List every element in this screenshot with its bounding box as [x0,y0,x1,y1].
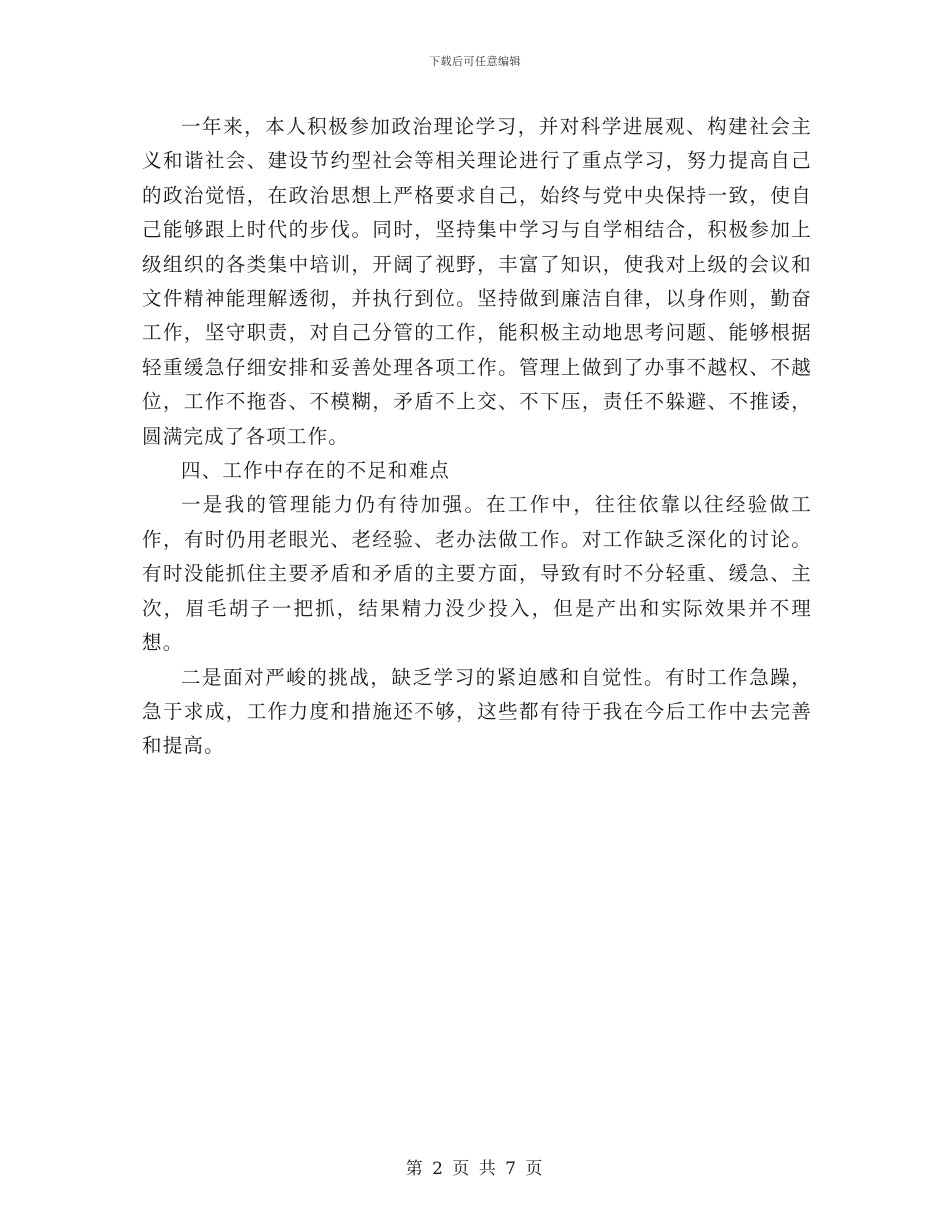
page-number: 第 2 页 共 7 页 [405,1159,545,1179]
page-header: 下载后可任意编辑 [429,55,521,68]
document-body [142,110,812,764]
paragraph-management: 一是我的管理能力仍有待加强。在工作中，往往依靠以往经验做工作，有时仍用老眼光、老经验、老办法做工作。对工作缺乏深化的讨论。有时没能抓住主要矛盾和矛盾的主要方面，导致有时不分轻重、缓急、主次，眉毛胡子一把抓，结果精力没少投入，但是产出和实际效果并不理想。 [142,493,812,655]
paragraph-study: 一年来，本人积极参加政治理论学习，并对科学进展观、构建社会主义和谐社会、建设节约型社会等相关理论进行了重点学习，努力提高自己的政治觉悟，在政治思想上严格要求自己，始终与党中央保持一致，使自己能够跟上时代的步伐。同时，坚持集中学习与自学相结合，积极参加上级组织的各类集中培训，开阔了视野，丰富了知识，使我对上级的会议和文件精神能理解透彻，并执行到位。坚持做到廉洁自律，以身作则，勤奋工作，坚守职责，对自己分管的工作，能积极主动地思考问题、能够根据轻重缓急仔细安排和妥善处理各项工作。管理上做到了办事不越权、不越位，工作不拖沓、不模糊，矛盾不上交、不下压，责任不躲避、不推诿，圆满完成了各项工作。 [142,115,812,448]
paragraph-challenges: 二是面对严峻的挑战，缺乏学习的紧迫感和自觉性。有时工作急躁，急于求成，工作力度和措施还不够，这些都有待于我在今后工作中去完善和提高。 [142,665,812,758]
section-heading-shortcomings: 四、工作中存在的不足和难点 [181,459,451,483]
